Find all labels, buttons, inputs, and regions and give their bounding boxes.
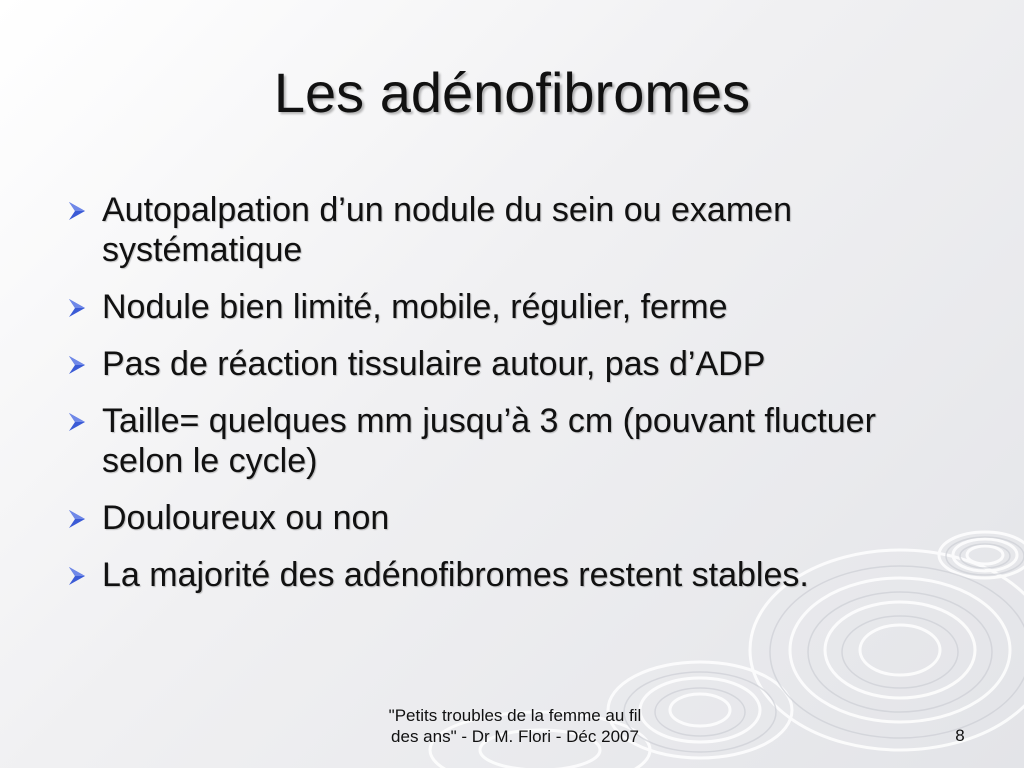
bullet-text: Taille= quelques mm jusqu’à 3 cm (pouvant fluctuer selon le cycle) — [102, 402, 876, 480]
arrowhead-bullet-icon — [66, 411, 88, 433]
slide-title: Les adénofibromes — [273, 61, 751, 124]
arrowhead-bullet-icon — [66, 508, 88, 530]
bullet-item — [60, 344, 950, 384]
footer-line-2: des ans" - Dr M. Flori - Déc 2007 — [391, 727, 639, 746]
bullet-item — [60, 401, 950, 481]
arrowhead-bullet-icon — [66, 200, 88, 222]
bullet-list — [60, 190, 950, 612]
footer-text — [340, 705, 690, 747]
bullet-text: Nodule bien limité, mobile, régulier, ferme — [102, 288, 728, 326]
arrowhead-bullet-icon — [66, 354, 88, 376]
bullet-item — [60, 498, 950, 538]
arrowhead-bullet-icon — [66, 565, 88, 587]
bullet-item — [60, 190, 950, 270]
footer-line-1: "Petits troubles de la femme au fil — [388, 706, 642, 725]
arrowhead-bullet-icon — [66, 297, 88, 319]
bullet-text: La majorité des adénofibromes restent stables. — [102, 556, 809, 594]
bullet-item — [60, 287, 950, 327]
bullet-item — [60, 555, 950, 595]
bullet-text: Autopalpation d’un nodule du sein ou examen systématique — [102, 191, 792, 269]
page-number: 8 — [955, 726, 965, 745]
bullet-text: Pas de réaction tissulaire autour, pas d’ADP — [102, 345, 766, 383]
bullet-text: Douloureux ou non — [102, 499, 390, 537]
